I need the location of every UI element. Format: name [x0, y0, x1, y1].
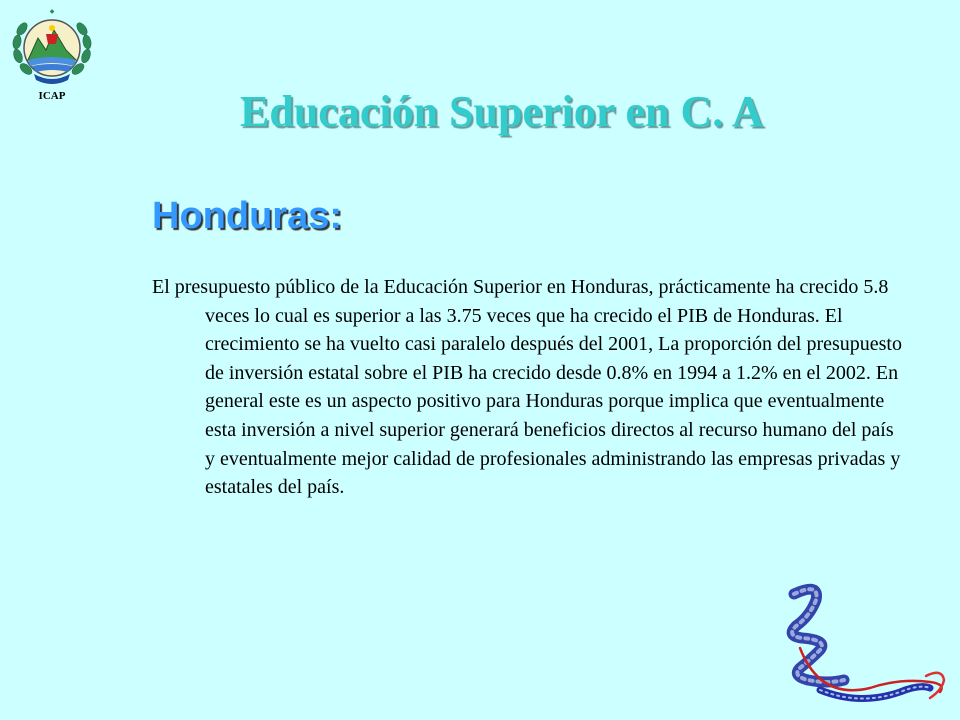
decorative-swirl-icon — [780, 580, 960, 720]
logo-caption: ICAP — [38, 90, 66, 102]
icap-emblem-icon — [8, 4, 96, 92]
body-paragraph: El presupuesto público de la Educación Superior en Honduras, prácticamente ha crecido 5.8 veces lo cual es superior a las 3.75 veces que ha crecido el PIB de Honduras. El crecimiento se ha vuelto casi paralelo después del 2001, La proporción del presupuesto de inversión estatal sobre el PIB ha crecido desde 0.8% en 1994 a 1.2% en el 2002. En general este es un aspecto positivo para Honduras porque implica que eventualmente esta inversión a nivel superior generará beneficios directos al recurso humano del país y eventualmente mejor calidad de profesionales administrando las empresas privadas y estatales del país. — [152, 276, 902, 499]
page-title: Educación Superior en C. A — [240, 87, 764, 136]
icap-logo — [8, 4, 96, 108]
svg-text:◆: ◆ — [49, 9, 55, 15]
section-subtitle: Honduras: — [152, 195, 342, 237]
